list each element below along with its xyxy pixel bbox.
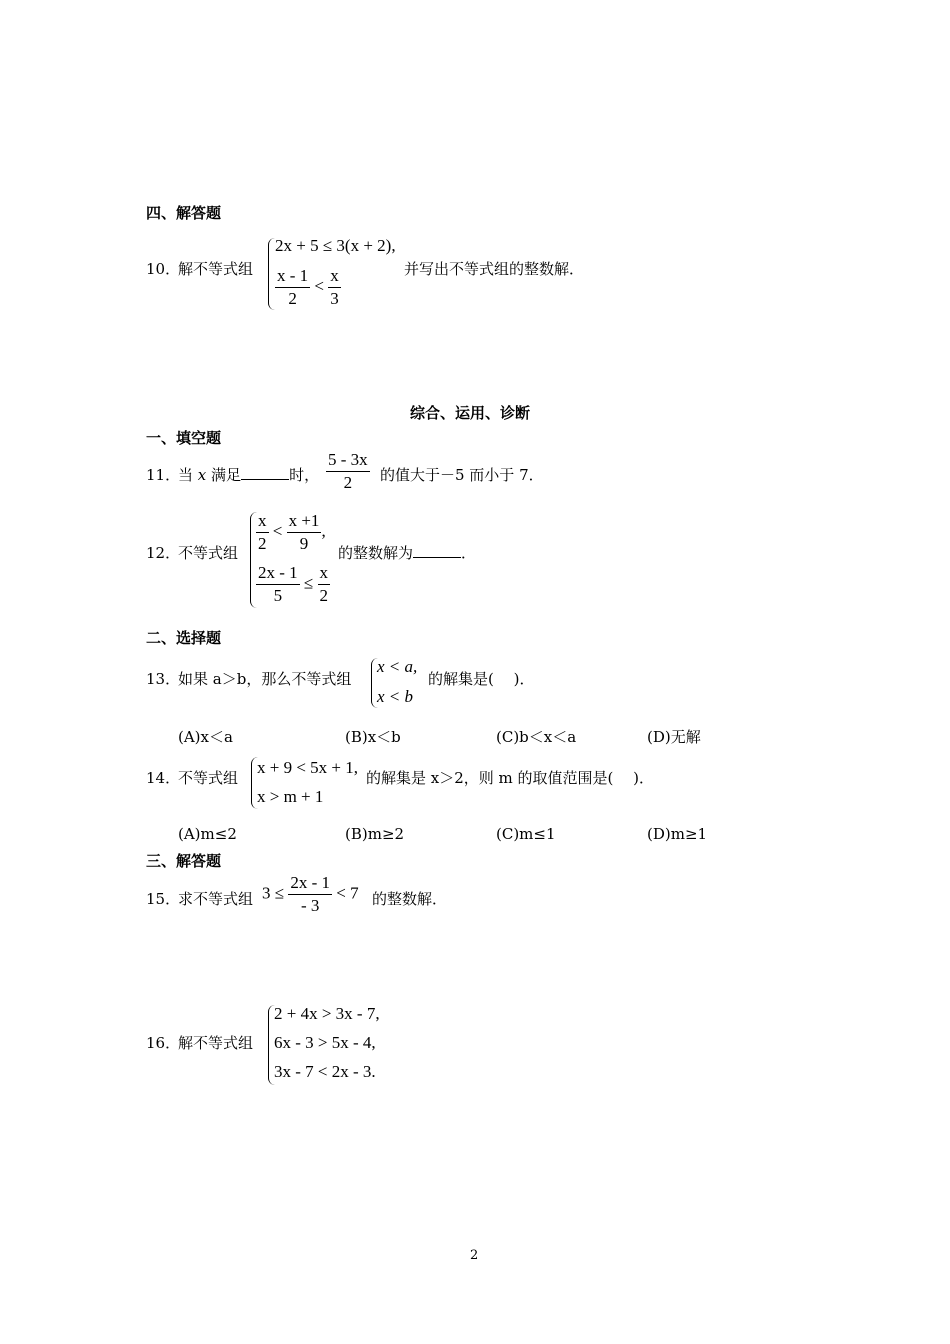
question-suffix: 的整数解． xyxy=(372,890,448,908)
question-suffix: 的解集是( )． xyxy=(428,670,535,688)
option-b: (B)m≥2 xyxy=(345,825,405,843)
question-number: 16． xyxy=(146,1034,181,1052)
section-title-4: 四、解答题 xyxy=(146,204,222,222)
option-a: (A)m≤2 xyxy=(178,825,237,843)
inequality-line-1: 2x + 5 ≤ 3(x + 2), xyxy=(275,236,396,255)
question-text: 当 x 满足 时， xyxy=(178,466,320,484)
question-suffix: 并写出不等式组的整数解． xyxy=(404,260,585,278)
option-a: (A)x＜a xyxy=(178,728,233,746)
answer-blank xyxy=(241,465,289,480)
question-prefix: 不等式组 xyxy=(178,544,239,562)
question-prefix: 不等式组 xyxy=(178,769,239,787)
section-title-3: 三、解答题 xyxy=(146,852,222,870)
question-number: 15． xyxy=(146,890,181,908)
option-d: (D)m≥1 xyxy=(647,825,708,843)
question-number: 14． xyxy=(146,769,181,787)
question-suffix: 的解集是 x＞2，则 m 的取值范围是( )． xyxy=(366,769,655,787)
inequality-line-1: x < a, xyxy=(377,657,418,676)
question-prefix: 解不等式组 xyxy=(178,260,254,278)
question-text: 如果 a＞b，那么不等式组 xyxy=(178,670,352,688)
option-b: (B)x＜b xyxy=(345,728,401,746)
compound-inequality: 3 ≤ $\frac{2x - 1}{- 3}$ < 7 xyxy=(262,873,359,915)
inequality-line-3: 3x - 7 < 2x - 3. xyxy=(274,1062,376,1081)
question-suffix: 的整数解为 ． xyxy=(338,544,477,562)
inequality-line-1: $\frac{x}{2}$ < $\frac{x +1}{9}$ , xyxy=(258,511,326,553)
question-prefix: 求不等式组 xyxy=(178,890,254,908)
question-number: 11． xyxy=(146,466,181,484)
inequality-line-2: 6x - 3 > 5x - 4, xyxy=(274,1033,376,1052)
inequality-line-1: x + 9 < 5x + 1, xyxy=(257,758,359,777)
section-title-2: 二、选择题 xyxy=(146,629,222,647)
option-d: (D)无解 xyxy=(647,728,701,746)
section-title-1: 一、填空题 xyxy=(146,429,222,447)
system-brace xyxy=(268,238,275,310)
inequality-line-1: 2 + 4x > 3x - 7, xyxy=(274,1004,380,1023)
inequality-line-2: $\frac{x - 1}{2}$ < $\frac{x}{3}$ xyxy=(277,266,339,308)
section-heading: 综合、运用、诊断 xyxy=(410,404,531,422)
fraction: $\frac{5 - 3x}{2}$ xyxy=(328,450,368,492)
option-c: (C)b＜x＜a xyxy=(496,728,577,746)
inequality-line-2: $\frac{2x - 1}{5}$ ≤ $\frac{x}{2}$ xyxy=(258,563,329,605)
inequality-line-2: x > m + 1 xyxy=(257,787,324,806)
option-c: (C)m≤1 xyxy=(496,825,556,843)
question-prefix: 解不等式组 xyxy=(178,1034,254,1052)
inequality-line-2: x < b xyxy=(377,687,414,706)
question-number: 13． xyxy=(146,670,181,688)
question-suffix: 的值大于－5 而小于 7． xyxy=(380,466,544,484)
answer-blank xyxy=(413,543,461,558)
question-number: 12． xyxy=(146,544,181,562)
question-number: 10． xyxy=(146,260,181,278)
page-number: 2 xyxy=(470,1248,479,1263)
